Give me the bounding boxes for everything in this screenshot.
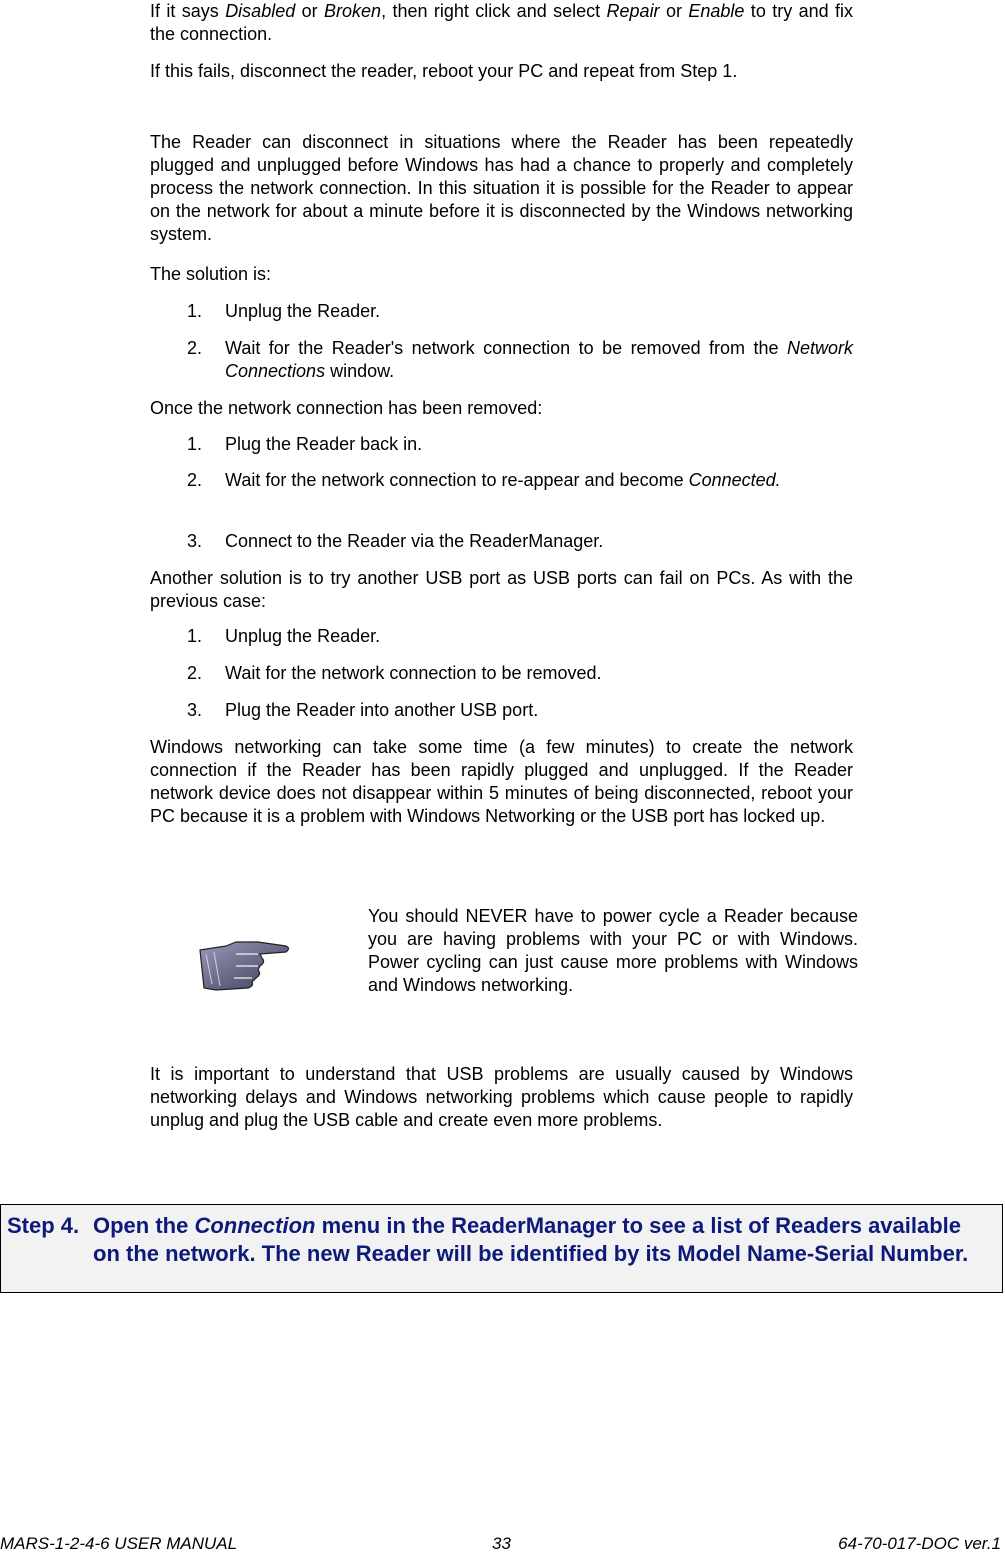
footer-manual-title: MARS-1-2-4-6 USER MANUAL — [0, 1534, 238, 1553]
note-text: You should NEVER have to power cycle a Reader because you are having problems with your PC or with Windows. Power cycling can just cause more problems with Windows and Windows networking. — [368, 906, 858, 995]
removed-label: Once the network connection has been removed: — [150, 398, 543, 418]
step-4-box — [0, 1204, 1003, 1293]
step-4-label: Step 4. — [7, 1213, 80, 1238]
step-4-text: Open the Connection menu in the ReaderManager to see a list of Readers available on the network. The new Reader will be identified by its Model Name-Serial Number. — [93, 1213, 969, 1266]
another-solution-paragraph: Another solution is to try another USB port as USB ports can fail on PCs. As with the previous case: — [150, 568, 853, 611]
windows-networking-paragraph: Windows networking can take some time (a few minutes) to create the network connection if the Reader has been rapidly plugged and unplugged. If the Reader network device does not disappear within 5 minutes of being disconnected, reboot your PC because it is a problem with Windows Networking or the USB port has locked up. — [150, 737, 853, 826]
disconnect-paragraph: The Reader can disconnect in situations where the Reader has been repeatedly plugged and unplugged before Windows has had a chance to properly and completely process the network connection. In this situation it is possible for the Reader to appear on the network for about a minute before it is disconnected by the Windows networking system. — [150, 132, 853, 244]
intro-paragraph: If it says Disabled or Broken, then right click and select Repair or Enable to try and fix the connection. — [150, 1, 854, 44]
footer-doc-number: 64-70-017-DOC ver.1 — [838, 1534, 1001, 1553]
intro-fail-paragraph: If this fails, disconnect the reader, reboot your PC and repeat from Step 1. — [150, 61, 738, 81]
usb-problems-paragraph: It is important to understand that USB problems are usually caused by Windows networking delays and Windows networking problems which cause people to rapidly unplug and plug the USB cable and create even more problems. — [150, 1064, 853, 1130]
solution-label: The solution is: — [150, 264, 272, 284]
footer-page-number: 33 — [492, 1534, 511, 1553]
pointing-hand-icon — [196, 936, 292, 992]
